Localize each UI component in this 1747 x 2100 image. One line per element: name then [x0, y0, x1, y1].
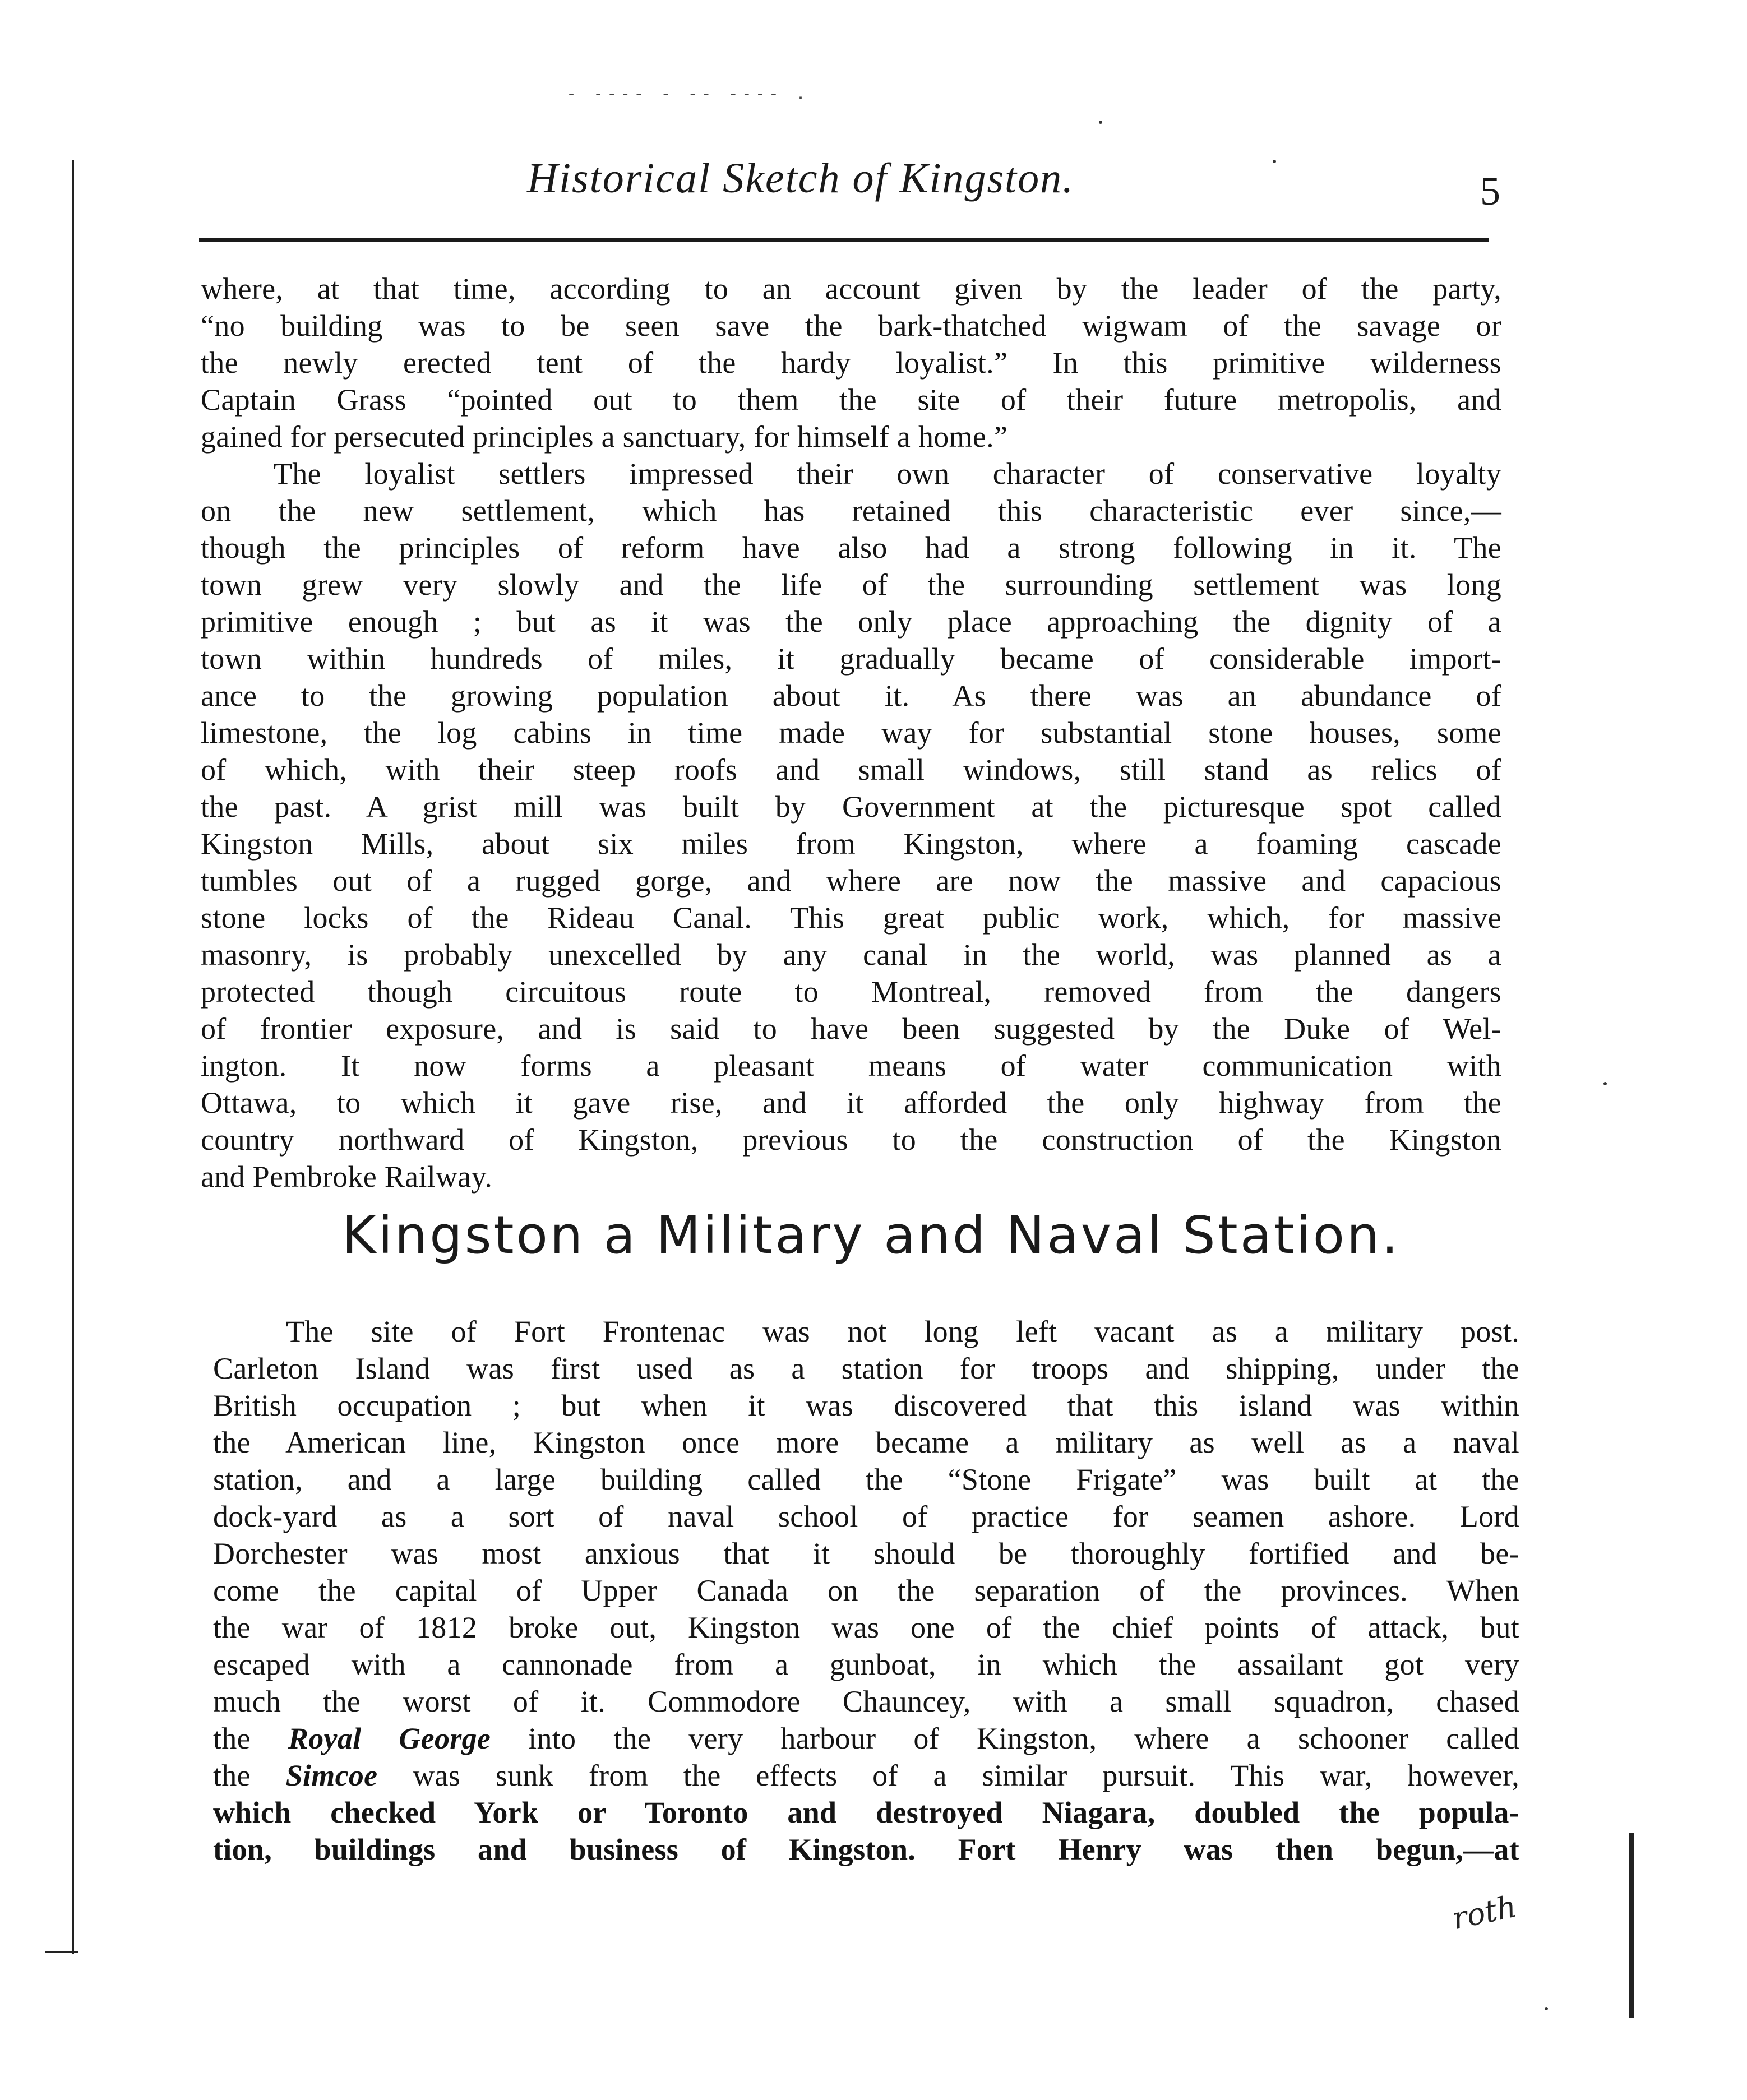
ship-name-royal-george: Royal George: [288, 1722, 491, 1755]
body-text-top: [201, 270, 1501, 1195]
text-line: town within hundreds of miles, it gradually became of considerable import-: [201, 642, 1501, 676]
text-line: gained for persecuted principles a sanctuary, for himself a home.”: [201, 420, 1008, 454]
text-line: Kingston Mills, about six miles from Kingston, where a foaming cascade: [201, 827, 1501, 861]
text-line: and Pembroke Railway.: [201, 1160, 493, 1194]
scan-mark-top: - ---- - -- ---- .: [566, 84, 810, 104]
text-fragment: was sunk from the effects of a similar pursuit. This war, however,: [377, 1759, 1519, 1792]
bold-text-lines: [213, 1794, 1519, 1868]
scan-margin-right: [1629, 1833, 1634, 2018]
text-line: which checked York or Toronto and destroyed Niagara, doubled the popula-: [213, 1796, 1519, 1829]
text-line: though the principles of reform have also had a strong following in it. The: [201, 531, 1501, 565]
text-line: of which, with their steep roofs and small windows, still stand as relics of: [201, 753, 1501, 787]
body-text-bottom: [213, 1313, 1519, 1868]
ship-name-simcoe: Simcoe: [285, 1759, 378, 1792]
text-line: British occupation ; but when it was discovered that this island was within: [213, 1389, 1519, 1422]
text-line: station, and a large building called the “Stone Frigate” was built at the: [213, 1463, 1519, 1496]
text-line: the past. A grist mill was built by Government at the picturesque spot called: [201, 790, 1501, 824]
text-line: the newly erected tent of the hardy loyalist.” In this primitive wilderness: [201, 346, 1501, 380]
text-line-royal-george: [213, 1720, 1519, 1757]
text-fragment: into the very harbour of Kingston, where a schooner called: [491, 1722, 1519, 1755]
text-line: Carleton Island was first used as a station for troops and shipping, under the: [213, 1352, 1519, 1385]
text-fragment: the: [213, 1759, 286, 1792]
scan-margin-foot: [45, 1951, 78, 1953]
text-line: where, at that time, according to an account given by the leader of the party,: [201, 272, 1501, 306]
text-line: ance to the growing population about it. As there was an abundance of: [201, 679, 1501, 713]
scan-speck: [1099, 121, 1102, 124]
text-line: country northward of Kingston, previous to the construction of the Kingston: [201, 1123, 1501, 1157]
text-line-simcoe: [213, 1757, 1519, 1794]
text-line: tion, buildings and business of Kingston. Fort Henry was then begun,—at: [213, 1833, 1519, 1866]
text-line: town grew very slowly and the life of the surrounding settlement was long: [201, 568, 1501, 602]
text-line: of frontier exposure, and is said to have been suggested by the Duke of Wel-: [201, 1012, 1501, 1046]
running-title: Historical Sketch of Kingston.: [527, 155, 1075, 202]
text-line: “no building was to be seen save the bark-thatched wigwam of the savage or: [201, 309, 1501, 343]
scan-speck: [1603, 1082, 1607, 1085]
text-line: come the capital of Upper Canada on the separation of the provinces. When: [213, 1574, 1519, 1607]
text-line: the American line, Kingston once more became a military as well as a naval: [213, 1426, 1519, 1459]
scan-margin-left: [72, 160, 74, 1954]
text-line: much the worst of it. Commodore Chauncey, with a small squadron, chased: [213, 1685, 1519, 1718]
text-line: The site of Fort Frontenac was not long left vacant as a military post.: [286, 1315, 1519, 1348]
text-line: escaped with a cannonade from a gunboat, in which the assailant got very: [213, 1648, 1519, 1681]
text-line: Ottawa, to which it gave rise, and it afforded the only highway from the: [201, 1086, 1501, 1120]
text-line: The loyalist settlers impressed their own character of conservative loyalty: [274, 457, 1501, 491]
text-line: on the new settlement, which has retained this characteristic ever since,—: [201, 494, 1501, 528]
text-line: tumbles out of a rugged gorge, and where are now the massive and capacious: [201, 864, 1501, 898]
text-line: limestone, the log cabins in time made way for substantial stone houses, some: [201, 716, 1501, 750]
text-line: stone locks of the Rideau Canal. This great public work, which, for massive: [201, 901, 1501, 935]
section-heading: Kingston a Military and Naval Station.: [342, 1205, 1401, 1265]
text-line: protected though circuitous route to Montreal, removed from the dangers: [201, 975, 1501, 1009]
text-line: ington. It now forms a pleasant means of water communication with: [201, 1049, 1501, 1083]
text-fragment: the: [213, 1722, 288, 1755]
scan-speck: [1273, 160, 1276, 163]
text-line: dock-yard as a sort of naval school of practice for seamen ashore. Lord: [213, 1500, 1519, 1533]
page-number: 5: [1480, 169, 1500, 214]
handwritten-scrawl: roth: [1449, 1888, 1520, 1937]
text-line: Dorchester was most anxious that it should be thoroughly fortified and be-: [213, 1537, 1519, 1570]
text-line: Captain Grass “pointed out to them the site of their future metropolis, and: [201, 383, 1501, 417]
text-line: primitive enough ; but as it was the only place approaching the dignity of a: [201, 605, 1501, 639]
scan-speck: [1545, 2007, 1548, 2010]
header-rule: [199, 238, 1489, 242]
text-line: the war of 1812 broke out, Kingston was one of the chief points of attack, but: [213, 1611, 1519, 1644]
text-line: masonry, is probably unexcelled by any canal in the world, was planned as a: [201, 938, 1501, 972]
